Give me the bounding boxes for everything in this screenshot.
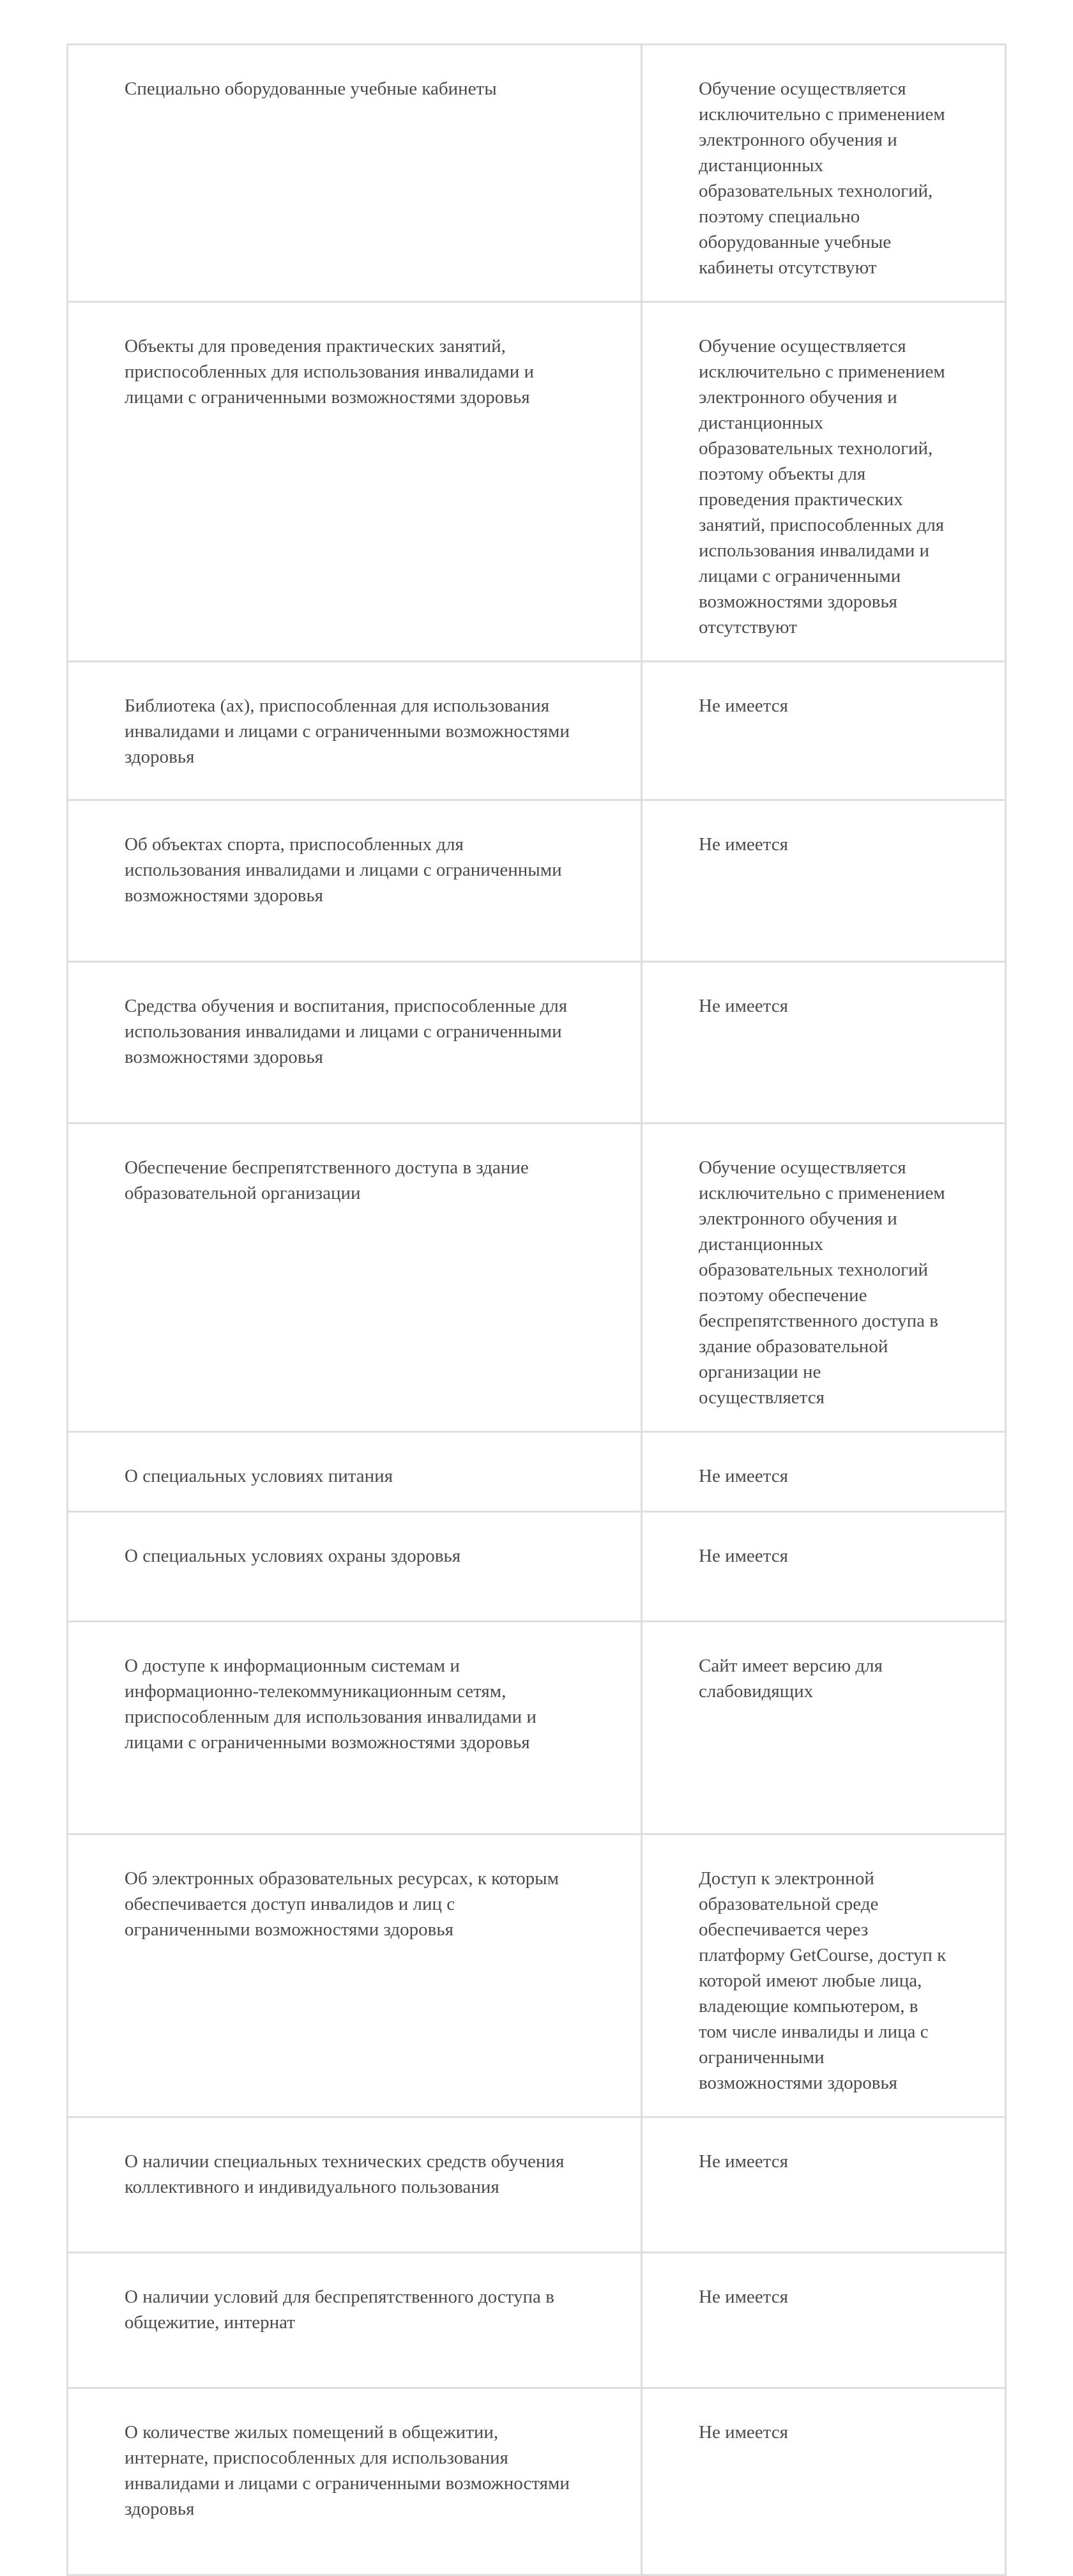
row-value: Не имеется <box>699 2422 788 2443</box>
table-row <box>68 1124 1006 1432</box>
accessibility-info-table <box>66 43 1007 2576</box>
table-cell-value <box>642 662 1006 800</box>
row-value: Не имеется <box>699 834 788 855</box>
accessibility-info-section <box>66 43 1007 2576</box>
table-cell-value <box>642 1834 1006 2117</box>
table-cell-value <box>642 1622 1006 1834</box>
row-value: Не имеется <box>699 1466 788 1486</box>
table-cell-label <box>68 662 642 800</box>
row-value: Не имеется <box>699 2151 788 2172</box>
table-row <box>68 2253 1006 2388</box>
row-value: Не имеется <box>699 696 788 716</box>
row-label: О наличии специальных технических средств обучения коллективного и индивидуального пользования <box>125 2151 565 2197</box>
table-cell-label <box>68 1622 642 1834</box>
table-cell-value <box>642 2253 1006 2388</box>
row-value: Обучение осуществляется исключительно с применением электронного обучения и дистанционных образовательных технологий поэтому обеспечение беспрепятственного доступа в здание образовательной организации не осуществляется <box>699 1157 945 1408</box>
table-cell-label <box>68 1834 642 2117</box>
row-value: Не имеется <box>699 1546 788 1566</box>
table-row <box>68 2388 1006 2575</box>
table-cell-label <box>68 1124 642 1432</box>
table-cell-label <box>68 2253 642 2388</box>
row-value: Обучение осуществляется исключительно с применением электронного обучения и дистанционных образовательных технологий, поэтому специально оборудованные учебные кабинеты отсутствуют <box>699 79 945 278</box>
table-cell-value <box>642 1124 1006 1432</box>
row-label: Библиотека (ах), приспособленная для использования инвалидами и лицами с ограниченными возможностями здоровья <box>125 696 570 767</box>
table-row <box>68 962 1006 1124</box>
table-row <box>68 1432 1006 1512</box>
row-label: О наличии условий для беспрепятственного доступа в общежитие, интернат <box>125 2287 554 2333</box>
table-cell-label <box>68 1512 642 1622</box>
table-row <box>68 2117 1006 2253</box>
table-cell-value <box>642 302 1006 662</box>
table-cell-label <box>68 800 642 962</box>
table-cell-value <box>642 2388 1006 2575</box>
table-cell-label <box>68 45 642 302</box>
table-cell-label <box>68 2117 642 2253</box>
table-cell-value <box>642 1432 1006 1512</box>
row-label: Объекты для проведения практических занятий, приспособленных для использования инвалидами и лицами с ограниченными возможностями здоровья <box>125 336 535 408</box>
row-value: Не имеется <box>699 996 788 1016</box>
table-cell-value <box>642 45 1006 302</box>
row-value: Обучение осуществляется исключительно с применением электронного обучения и дистанционных образовательных технологий, поэтому объекты для проведения практических занятий, приспособленных для использования инвалидами и лицами с ограниченными возможностями здоровья отсутствуют <box>699 336 945 637</box>
row-label: Обеспечение беспрепятственного доступа в здание образовательной организации <box>125 1157 529 1203</box>
row-label: О специальных условиях питания <box>125 1466 393 1486</box>
table-row <box>68 45 1006 302</box>
row-label: О количестве жилых помещений в общежитии, интернате, приспособленных для использования инвалидами и лицами с ограниченными возможностями здоровья <box>125 2422 570 2519</box>
row-label: Специально оборудованные учебные кабинеты <box>125 79 497 99</box>
table-row <box>68 800 1006 962</box>
table-row <box>68 1622 1006 1834</box>
table-cell-value <box>642 962 1006 1124</box>
row-label: Об электронных образовательных ресурсах, к которым обеспечивается доступ инвалидов и лиц с ограниченными возможностями здоровья <box>125 1868 559 1940</box>
row-label: Средства обучения и воспитания, приспособленные для использования инвалидами и лицами с ограниченными возможностями здоровья <box>125 996 568 1067</box>
table-row <box>68 662 1006 800</box>
table-row <box>68 1512 1006 1622</box>
row-value: Не имеется <box>699 2287 788 2307</box>
table-cell-value <box>642 800 1006 962</box>
table-cell-label <box>68 962 642 1124</box>
row-value: Сайт имеет версию для слабовидящих <box>699 1656 883 1702</box>
row-label: Об объектах спорта, приспособленных для использования инвалидами и лицами с ограниченными возможностями здоровья <box>125 834 562 906</box>
table-row <box>68 1834 1006 2117</box>
table-cell-label <box>68 2388 642 2575</box>
table-cell-value <box>642 1512 1006 1622</box>
row-label: О доступе к информационным системам и информационно-телекоммуникационным сетям, приспособленным для использования инвалидами и лицами с ограниченными возможностями здоровья <box>125 1656 536 1753</box>
table-cell-label <box>68 1432 642 1512</box>
row-label: О специальных условиях охраны здоровья <box>125 1546 461 1566</box>
table-cell-value <box>642 2117 1006 2253</box>
row-value: Доступ к электронной образовательной среде обеспечивается через платформу GetCourse, доступ к которой имеют любые лица, владеющие компьютером, в том числе инвалиды и лица с ограниченными возможностями здоровья <box>699 1868 947 2093</box>
table-cell-label <box>68 302 642 662</box>
table-row <box>68 302 1006 662</box>
